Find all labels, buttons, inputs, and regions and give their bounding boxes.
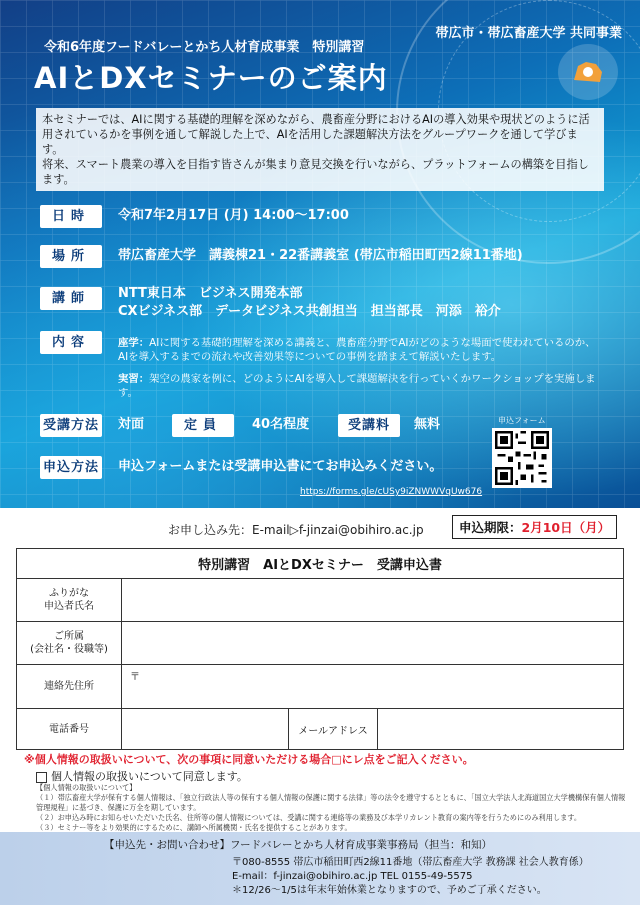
footer-note: ＊12/26～1/5は年末年始休業となりますので、予めご了承ください。 bbox=[232, 885, 547, 896]
content-practice bbox=[118, 372, 602, 400]
partner-text: 帯広市・帯広畜産大学 共同事業 bbox=[435, 26, 622, 41]
apply-label: 申込方法 bbox=[40, 456, 102, 479]
fee-value: 無料 bbox=[414, 417, 441, 432]
email-label: メールアドレス bbox=[289, 709, 378, 750]
privacy-heading: 【個人情報の取扱いについて】 bbox=[36, 783, 137, 792]
privacy-item: （１）帯広畜産大学が保有する個人情報は、「独立行政法人等の保有する個人情報の保護に関する法律」等の法令を遵守するとともに、「国立大学法人北海道国立大学機構保有個人情報管理規程」に基づき、保護に万全を期しています。 bbox=[36, 793, 626, 812]
event-subtitle: 令和6年度フードバレーとかち人材育成事業 特別講習 bbox=[44, 40, 365, 55]
intro-paragraph: 将来、スマート農業の導入を目指す皆さんが集まり意見交換を行いながら、プラットフォームの構築を目指します。 bbox=[42, 158, 589, 186]
lecturer-line: CXビジネス部 データビジネス共創担当 担当部長 河添 裕介 bbox=[118, 304, 501, 319]
content-label: 内容 bbox=[40, 331, 102, 354]
name-label: 申込者氏名 bbox=[44, 601, 94, 612]
place-label: 場所 bbox=[40, 245, 102, 268]
address-field[interactable] bbox=[122, 665, 624, 709]
affiliation-note: (会社名・役職等) bbox=[30, 644, 108, 655]
deadline-box bbox=[452, 515, 617, 539]
lecturer-label: 講師 bbox=[40, 287, 102, 310]
practice-tag: 実習： bbox=[118, 373, 150, 385]
form-url-link[interactable]: https://forms.gle/cUSy9iZNWWVqUw676 bbox=[300, 487, 483, 497]
privacy-item: （２）お申込み時にお知らせいただいた氏名、住所等の個人情報については、受講に関する連絡等の業務及び本学リカレント教育の案内等を行うためにのみ利用します。 bbox=[36, 813, 582, 822]
footer-address: 〒080-8555 帯広市稲田町西2線11番地（帯広畜産大学 教務課 社会人教育係） bbox=[232, 857, 589, 868]
affiliation-label-cell bbox=[17, 622, 122, 665]
deadline-prefix: 申込期限： bbox=[459, 520, 522, 535]
footer-heading: 【申込先・お問い合わせ】フードバレーとかち人材育成事業事務局（担当：和知） bbox=[104, 839, 492, 851]
phone-label: 電話番号 bbox=[17, 709, 122, 750]
agree-label: 個人情報の取扱いについて同意します。 bbox=[51, 770, 248, 783]
lecture-text: AIに関する基礎的理解を深める講義と、農畜産分野でAIがどのような場面で使われているのか、AIを導入するまでの流れや改善効果等についての事例を踏まえて解説いたします。 bbox=[118, 337, 596, 363]
affiliation-field[interactable] bbox=[122, 622, 624, 665]
postal-mark: 〒 bbox=[130, 672, 140, 683]
date-label: 日時 bbox=[40, 205, 102, 228]
capacity-value: 40名程度 bbox=[252, 417, 310, 432]
deadline-date: 2月10日（月） bbox=[521, 520, 611, 535]
privacy-item: （３）セミナー等をより効果的にするために、講師へ所属機関・氏名を提供することがあります。 bbox=[36, 823, 352, 832]
agree-checkbox[interactable] bbox=[36, 772, 47, 783]
place-value: 帯広畜産大学 講義棟21・22番講義室 (帯広市稲田町西2線11番地) bbox=[118, 248, 523, 263]
form-title: 特別講習 AIとDXセミナー 受講申込書 bbox=[17, 549, 624, 579]
name-field[interactable] bbox=[122, 579, 624, 622]
qr-icon bbox=[495, 431, 549, 485]
apply-value: 申込フォームまたは受講申込書にてお申込みください。 bbox=[118, 459, 443, 474]
privacy-agree[interactable] bbox=[36, 768, 248, 784]
lecture-tag: 座学： bbox=[118, 337, 150, 349]
method-label: 受講方法 bbox=[40, 414, 102, 437]
practice-text: 架空の農家を例に、どのようにAIを導入して課題解決を行っていくかワークショップを実施します。 bbox=[118, 373, 596, 399]
logo-icon bbox=[566, 50, 610, 94]
page-title: AIとDXセミナーのご案内 bbox=[34, 61, 388, 95]
method-value: 対面 bbox=[118, 417, 145, 432]
address-label: 連絡先住所 bbox=[17, 665, 122, 709]
content-lecture bbox=[118, 336, 602, 364]
privacy-details bbox=[36, 783, 626, 833]
footer-email: E-mail：f-jinzai@obihiro.ac.jp TEL 0155-49-5575 bbox=[232, 871, 473, 882]
date-value: 令和7年2月17日 (月) 14:00～17:00 bbox=[118, 208, 349, 223]
capacity-label: 定員 bbox=[172, 414, 234, 437]
fee-label: 受講料 bbox=[338, 414, 400, 437]
qr-label: 申込フォーム bbox=[498, 416, 546, 425]
email-field[interactable] bbox=[378, 709, 624, 750]
application-form bbox=[16, 548, 624, 750]
phone-field[interactable] bbox=[122, 709, 289, 750]
intro-box bbox=[36, 108, 604, 191]
lecturer-line: NTT東日本 ビジネス開発本部 bbox=[118, 286, 303, 301]
furigana-label: ふりがな bbox=[49, 588, 89, 599]
contact-email: お申し込み先：E-mail▷f-jinzai@obihiro.ac.jp bbox=[168, 523, 424, 537]
affiliation-label: ご所属 bbox=[54, 631, 84, 642]
name-label-cell bbox=[17, 579, 122, 622]
footer-contact bbox=[0, 832, 640, 905]
intro-paragraph: 本セミナーでは、AIに関する基礎的理解を深めながら、農畜産分野におけるAIの導入効果や現状どのように活用されているかを事例を通して解説した上で、AIを活用した課題解決方法をグループワークを通して学びます。 bbox=[42, 113, 590, 156]
privacy-notice: ※個人情報の取扱いについて、次の事項に同意いただける場合□にレ点をご記入ください。 bbox=[24, 753, 474, 766]
foodvalley-logo bbox=[558, 44, 618, 100]
qr-code[interactable] bbox=[492, 428, 552, 488]
